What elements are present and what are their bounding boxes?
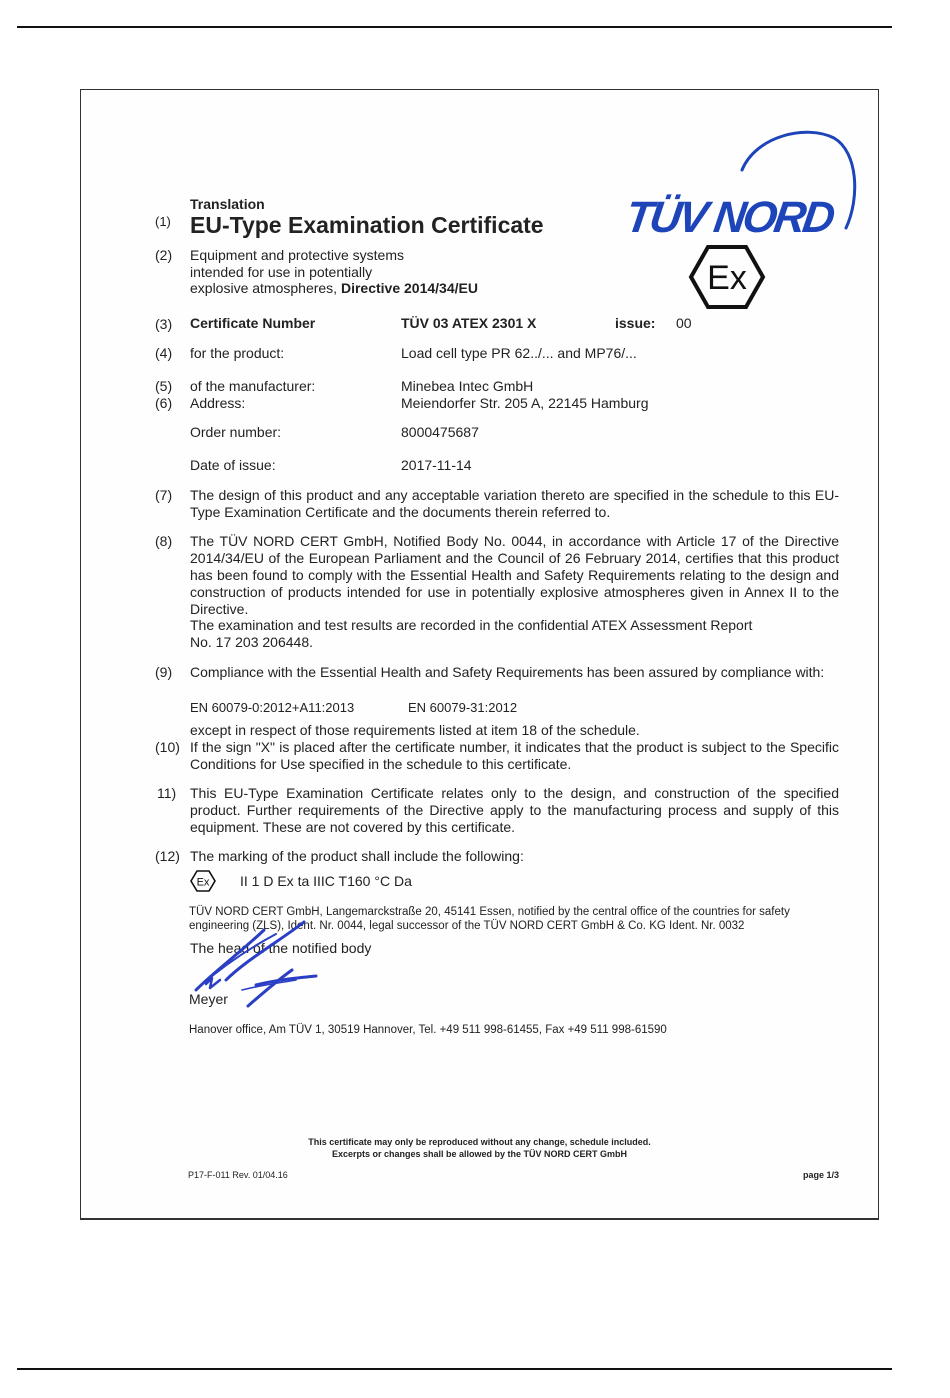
date-of-issue-label: Date of issue: [190, 457, 276, 473]
equipment-line [190, 280, 478, 297]
product-marking: II 1 D Ex ta IIIC T160 °C Da [240, 873, 412, 889]
certificate-page [80, 89, 879, 1220]
hanover-office-address: Hanover office, Am TÜV 1, 30519 Hannover, Tel. +49 511 998-61455, Fax +49 511 998-61590 [189, 1024, 667, 1036]
paragraph-10: If the sign "X" is placed after the certificate number, it indicates that the product is subject to the Specific Conditions for Use specified in the schedule to this certificate. [190, 739, 839, 772]
equipment-line-prefix: explosive atmospheres, [190, 280, 341, 296]
order-number-label: Order number: [190, 424, 282, 440]
paragraph-12: The marking of the product shall include the following: [190, 848, 524, 864]
reproduction-notice: This certificate may only be reproduced without any change, schedule included. [308, 1137, 651, 1147]
item-number: (6) [155, 395, 173, 411]
bottom-rule [17, 1368, 892, 1370]
tuv-nord-logo: TÜV NORD [622, 193, 836, 242]
certificate-number-label: Certificate Number [190, 315, 316, 331]
translation-label: Translation [190, 196, 265, 212]
item-number: (12) [155, 848, 180, 864]
reproduction-notice: Excerpts or changes shall be allowed by the TÜV NORD CERT GmbH [331, 1149, 628, 1159]
ex-marking-icon [190, 870, 216, 892]
item-number: (10) [155, 739, 180, 755]
manufacturer-label: of the manufacturer: [190, 378, 316, 394]
ex-hexagon-icon [688, 244, 766, 310]
equipment-line: Equipment and protective systems [190, 247, 404, 263]
product-label: for the product: [190, 345, 285, 361]
address-label: Address: [190, 395, 246, 411]
order-number-value: 8000475687 [401, 424, 479, 440]
item-number: (9) [155, 664, 173, 680]
svg-text:Ex: Ex [707, 259, 747, 297]
manufacturer-value: Minebea Intec GmbH [401, 378, 534, 394]
item-number: (2) [155, 247, 173, 263]
issuer-address-line: engineering (ZLS), Ident. Nr. 0044, legal successor of the TÜV NORD CERT GmbH & Co. KG Ident. Nr. 0032 [189, 920, 745, 932]
paragraph-7: The design of this product and any acceptable variation thereto are specified in the schedule to this EU-Type Examination Certificate and the documents therein referred to. [190, 487, 839, 520]
date-of-issue-value: 2017-11-14 [401, 457, 472, 473]
top-rule [17, 26, 892, 28]
item-number: (7) [155, 487, 173, 503]
paragraph-8-report-number: No. 17 203 206448. [190, 634, 313, 650]
item-number: 11) [157, 785, 177, 801]
product-value: Load cell type PR 62../... and MP76/... [401, 345, 637, 361]
svg-text:Ex: Ex [196, 876, 210, 889]
directive-reference: Directive 2014/34/EU [340, 280, 478, 296]
issue-label: issue: [615, 315, 656, 331]
item-number: (8) [155, 533, 173, 549]
item-number: (1) [155, 214, 171, 229]
signatory-name: Meyer [189, 991, 228, 1007]
paragraph-11: This EU-Type Examination Certificate relates only to the design, and construction of the specified product. Further requirements of the Directive apply to the manufacturing process and supply of this equipment. These are not covered by this certificate. [190, 785, 839, 835]
form-reference: P17-F-011 Rev. 01/04.16 [188, 1170, 288, 1180]
head-of-notified-body-label: The head of the notified body [190, 940, 372, 956]
address-value: Meiendorfer Str. 205 A, 22145 Hamburg [401, 395, 649, 411]
signature-icon [186, 920, 346, 1010]
paragraph-8-report: The examination and test results are recorded in the confidential ATEX Assessment Report [190, 617, 753, 633]
item-number: (4) [155, 345, 173, 361]
standard-2: EN 60079-31:2012 [408, 700, 518, 715]
page-number: page 1/3 [803, 1170, 840, 1180]
standard-1: EN 60079-0:2012+A11:2013 [190, 700, 355, 715]
issuer-address-line: TÜV NORD CERT GmbH, Langemarckstraße 20, 45141 Essen, notified by the central office of the countries for safety [189, 906, 790, 918]
item-number: (3) [155, 316, 173, 332]
paragraph-9-exception: except in respect of those requirements listed at item 18 of the schedule. [190, 722, 640, 738]
paragraph-9: Compliance with the Essential Health and Safety Requirements has been assured by compliance with: [190, 664, 825, 680]
equipment-line: intended for use in potentially [190, 264, 373, 280]
item-number: (5) [155, 378, 173, 394]
paragraph-8: The TÜV NORD CERT GmbH, Notified Body No. 0044, in accordance with Article 17 of the Directive 2014/34/EU of the European Parliament and the Council of 26 February 2014, certifies that this product has been found to comply with the Essential Health and Safety Requirements relating to the design and construction of products intended for use in potentially explosive atmospheres given in Annex II to the Directive. [190, 533, 839, 617]
certificate-title: EU-Type Examination Certificate [190, 212, 544, 238]
issue-value: 00 [676, 315, 692, 331]
certificate-number: TÜV 03 ATEX 2301 X [401, 315, 537, 331]
